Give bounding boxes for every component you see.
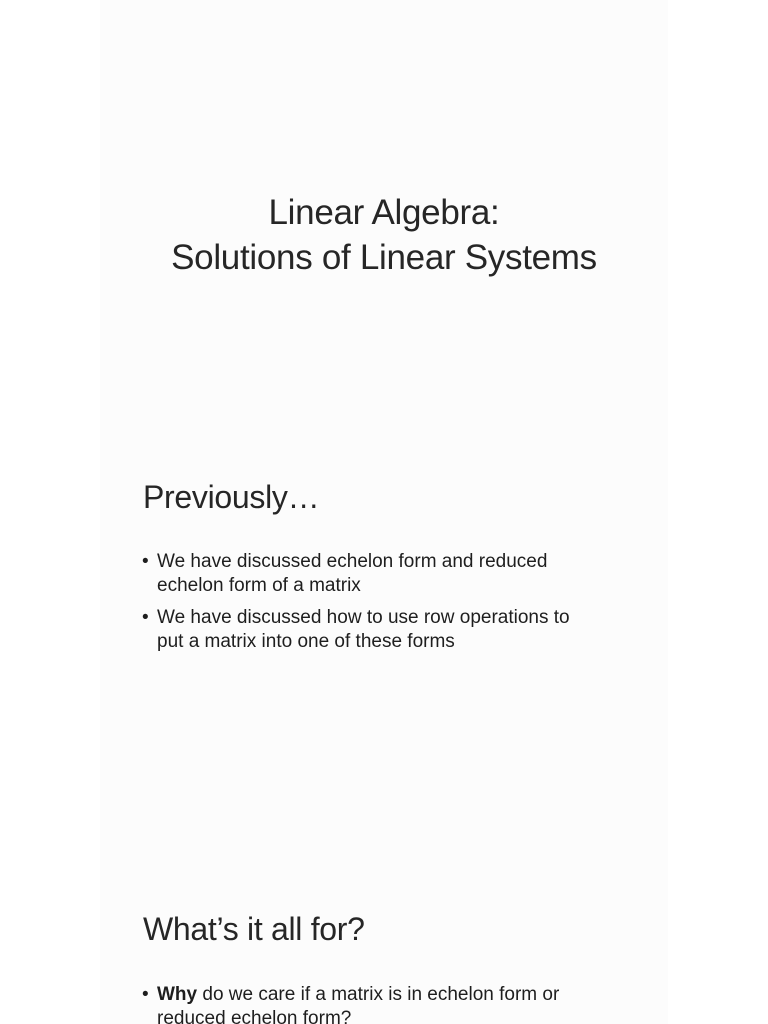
- bullet-text-line: [157, 983, 640, 1007]
- bullet-text-line: We have discussed how to use row operations to: [157, 607, 570, 628]
- title-line-2: Solutions of Linear Systems: [171, 238, 597, 277]
- title-line-1: Linear Algebra:: [268, 193, 500, 232]
- bullet-item: [140, 983, 640, 1024]
- bullet-list: [140, 550, 640, 662]
- bullet-item: [140, 606, 640, 654]
- bullet-list: [140, 983, 640, 1024]
- bullet-icon: •: [142, 984, 149, 1005]
- emphasis-text: Why: [157, 984, 198, 1005]
- bullet-text-line: put a matrix into one of these forms: [157, 631, 455, 652]
- title-slide: [100, 0, 668, 432]
- bullet-text-line: reduced echelon form?: [157, 1008, 352, 1024]
- bullet-icon: •: [142, 551, 149, 572]
- previously-slide: [100, 432, 668, 864]
- bullet-text-rest: do we care if a matrix is in echelon form or: [197, 984, 560, 1005]
- slide-heading: What’s it all for?: [143, 911, 365, 947]
- slide-title: [100, 190, 668, 280]
- bullet-text-line: echelon form of a matrix: [157, 575, 361, 596]
- whats-it-all-for-slide: [100, 864, 668, 1024]
- slide-heading: Previously…: [143, 479, 320, 515]
- bullet-item: [140, 550, 640, 598]
- bullet-text-line: We have discussed echelon form and reduced: [157, 551, 548, 572]
- bullet-icon: •: [142, 607, 149, 628]
